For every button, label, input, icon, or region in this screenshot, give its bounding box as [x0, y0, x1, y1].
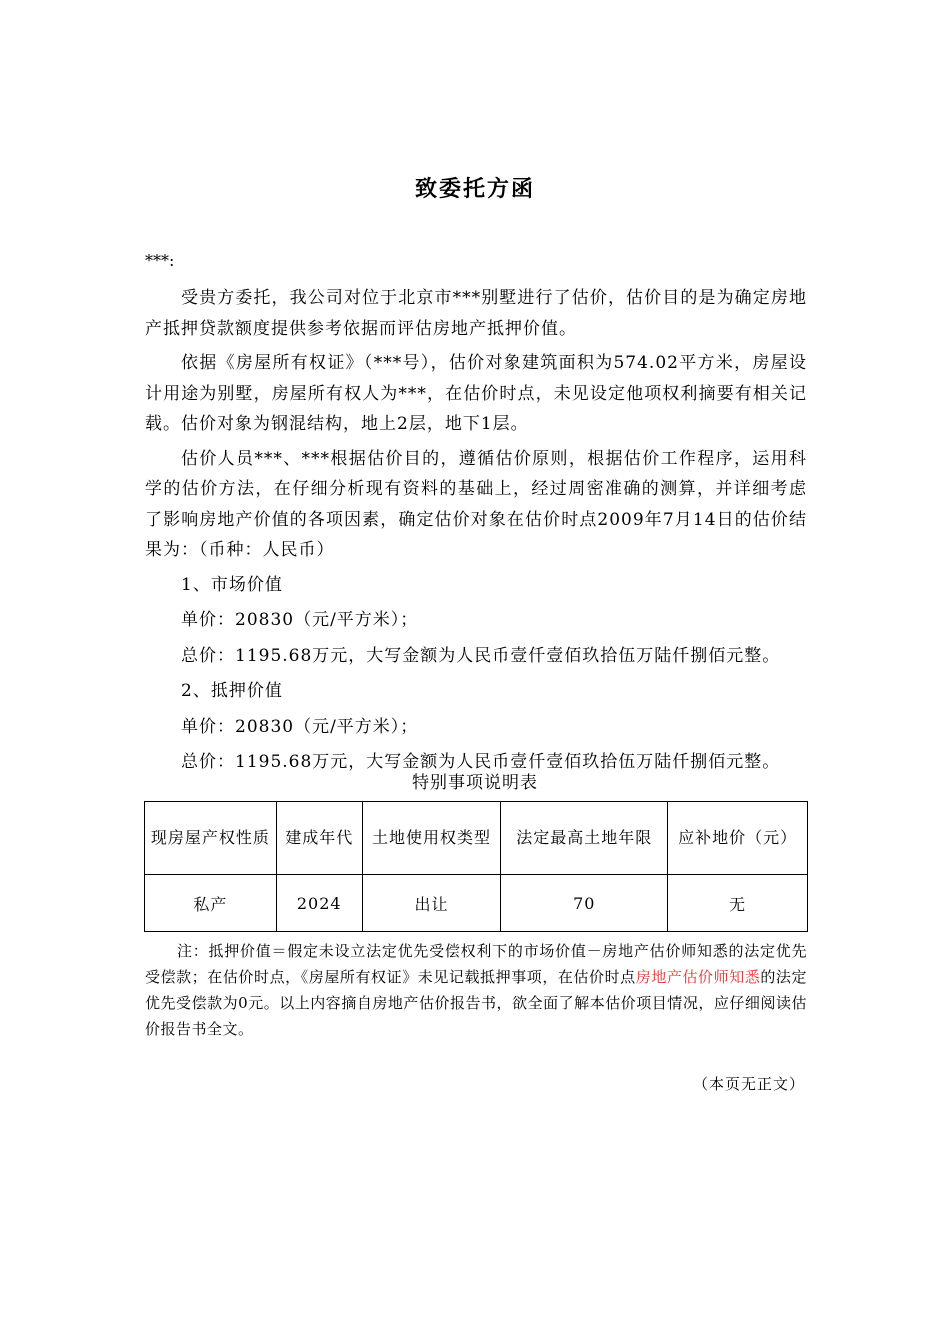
- header-land-use-type: 土地使用权类型: [362, 802, 501, 875]
- cell-property-nature: 私产: [145, 875, 277, 932]
- header-land-term: 法定最高土地年限: [501, 802, 668, 875]
- table-caption: 特别事项说明表: [412, 773, 538, 793]
- header-property-nature: 现房屋产权性质: [145, 802, 277, 875]
- cell-land-term: 70: [501, 875, 668, 932]
- salutation: ***:: [145, 251, 175, 270]
- market-value-heading: 1、市场价值: [181, 574, 283, 595]
- paragraph-result: 估价人员***、***根据估价目的，遵循估价原则，根据估价工作程序，运用科学的估价方法，在仔细分析现有资料的基础上，经过周密准确的测算，并详细考虑了影响房地产价值的各项因素，确定估价对象在估价时点2009年7月14日的估价结果为：（币种：人民币）: [145, 448, 807, 560]
- cell-land-use-type: 出让: [362, 875, 501, 932]
- paragraph-commission: 受贵方委托，我公司对位于北京市***别墅进行了估价，估价目的是为确定房地产抵押贷款额度提供参考依据而评估房地产抵押价值。: [145, 288, 807, 339]
- header-land-premium: 应补地价（元）: [668, 802, 808, 875]
- footnote-highlight: 房地产估价师知悉: [635, 968, 761, 986]
- table-header-row: [145, 802, 808, 875]
- footnote-text-2: 的法定优先受偿款为0元。以上内容摘自房地产估价报告书，欲全面了解本估价项目情况，应仔细阅读估价报告书全文。: [145, 968, 807, 1038]
- header-build-year: 建成年代: [276, 802, 362, 875]
- market-total-price: 总价：1195.68万元，大写金额为人民币壹仟壹佰玖拾伍万陆仟捌佰元整。: [181, 645, 781, 666]
- paragraph-basis: 依据《房屋所有权证》（***号），估价对象建筑面积为574.02平方米，房屋设计用途为别墅，房屋所有权人为***，在估价时点，未见设定他项权利摘要有相关记载。估价对象为钢混结构，地上2层，地下1层。: [145, 353, 807, 434]
- footnote: [145, 938, 807, 1042]
- mortgage-total-price: 总价：1195.68万元，大写金额为人民币壹仟壹佰玖拾伍万陆仟捌佰元整。: [181, 752, 781, 772]
- letter-body: [145, 283, 807, 783]
- mortgage-value-heading: 2、抵押价值: [181, 681, 283, 701]
- market-unit-price: 单价：20830（元/平方米）；: [181, 610, 419, 630]
- special-items-table: [144, 801, 808, 932]
- page-title: 致委托方函: [414, 177, 535, 202]
- cell-build-year: 2024: [276, 875, 362, 932]
- cell-land-premium: 无: [668, 875, 808, 932]
- mortgage-unit-price: 单价：20830（元/平方米）；: [181, 716, 419, 737]
- table-row: [145, 875, 808, 932]
- no-text-note: （本页无正文）: [692, 1075, 805, 1093]
- footnote-text-1: 注：抵押价值＝假定未设立法定优先受偿权利下的市场价值－房地产估价师知悉的法定优先受偿款；在估价时点，《房屋所有权证》未见记载抵押事项，在估价时点: [145, 942, 807, 986]
